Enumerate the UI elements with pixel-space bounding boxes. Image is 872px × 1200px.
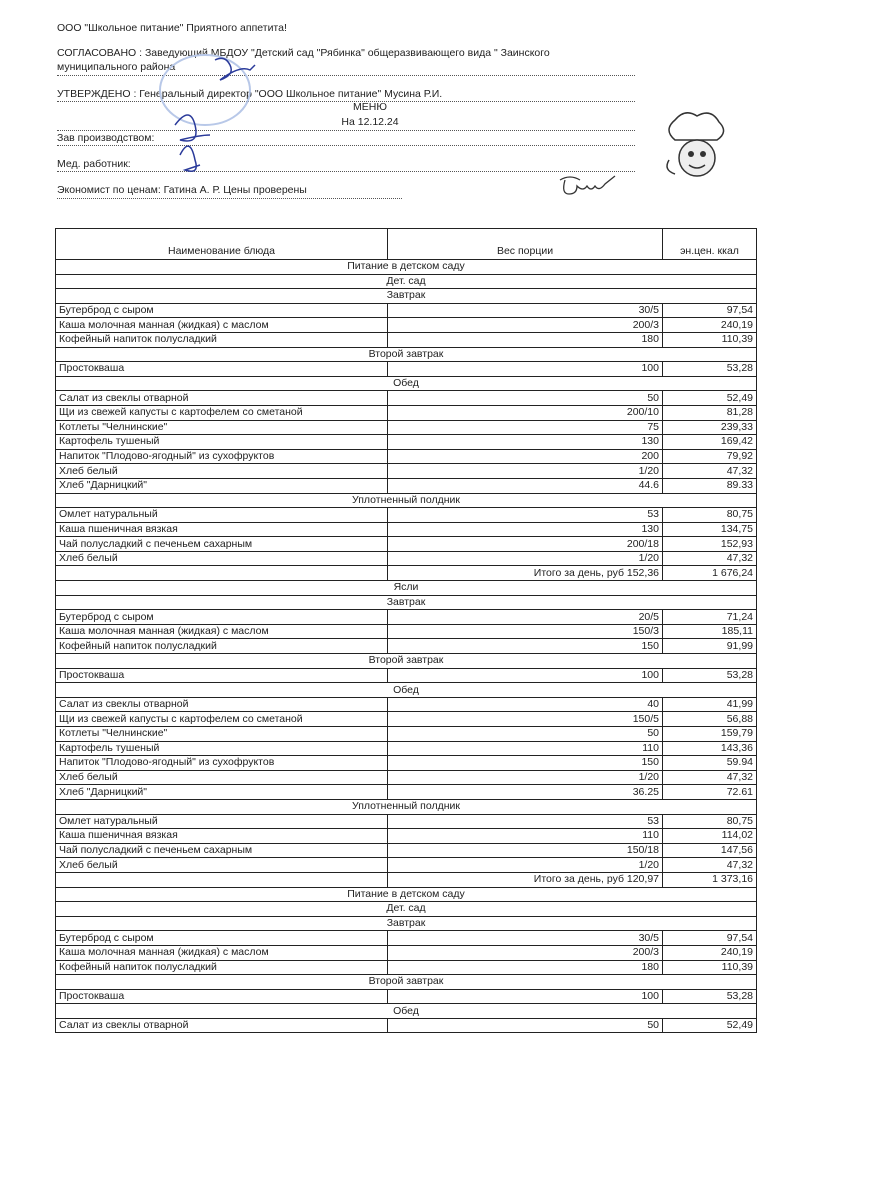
column-header-dish: Наименование блюда <box>56 229 388 260</box>
column-header-weight: Вес порции <box>388 229 663 260</box>
agreed-line-2: муниципального района <box>57 61 176 73</box>
section-row <box>56 581 757 596</box>
energy-kcal: 80,75 <box>663 814 757 829</box>
portion-weight: 150 <box>388 639 663 654</box>
section-row <box>56 376 757 391</box>
dish-name: Хлеб "Дарницкий" <box>56 785 388 800</box>
portion-weight: 150 <box>388 756 663 771</box>
table-row <box>56 727 757 742</box>
energy-kcal: 110,39 <box>663 332 757 347</box>
section-row <box>56 683 757 698</box>
table-row <box>56 931 757 946</box>
section-label: Завтрак <box>56 916 757 931</box>
energy-kcal: 89.33 <box>663 478 757 493</box>
portion-weight: 50 <box>388 1018 663 1033</box>
energy-kcal: 81,28 <box>663 405 757 420</box>
dish-name: Напиток "Плодово-ягодный" из сухофруктов <box>56 756 388 771</box>
portion-weight: 200/3 <box>388 945 663 960</box>
portion-weight: 180 <box>388 960 663 975</box>
energy-kcal: 169,42 <box>663 435 757 450</box>
table-row <box>56 960 757 975</box>
divider <box>57 171 635 172</box>
section-row <box>56 975 757 990</box>
portion-weight: 180 <box>388 332 663 347</box>
table-row <box>56 624 757 639</box>
table-row <box>56 770 757 785</box>
section-row <box>56 654 757 669</box>
dish-name: Каша пшеничная вязкая <box>56 522 388 537</box>
table-row <box>56 464 757 479</box>
portion-weight: 100 <box>388 362 663 377</box>
table-row <box>56 639 757 654</box>
section-row <box>56 799 757 814</box>
dish-name: Картофель тушеный <box>56 435 388 450</box>
energy-kcal: 79,92 <box>663 449 757 464</box>
table-row <box>56 697 757 712</box>
section-row <box>56 493 757 508</box>
table-row <box>56 537 757 552</box>
energy-kcal: 53,28 <box>663 362 757 377</box>
menu-title: МЕНЮ <box>353 101 387 113</box>
section-label: Дет. сад <box>56 902 757 917</box>
menu-table <box>55 228 757 1033</box>
economist-signature <box>555 172 625 198</box>
total-label: Итого за день, руб 120,97 <box>388 872 663 887</box>
section-row <box>56 902 757 917</box>
portion-weight: 1/20 <box>388 464 663 479</box>
section-label: Питание в детском саду <box>56 260 757 275</box>
portion-weight: 150/18 <box>388 843 663 858</box>
dish-name: Бутерброд с сыром <box>56 931 388 946</box>
table-row <box>56 478 757 493</box>
energy-kcal: 52,49 <box>663 1018 757 1033</box>
energy-kcal: 110,39 <box>663 960 757 975</box>
table-row <box>56 508 757 523</box>
dish-name: Хлеб "Дарницкий" <box>56 478 388 493</box>
company-line: ООО "Школьное питание" Приятного аппетита! <box>57 22 287 34</box>
section-label: Обед <box>56 683 757 698</box>
table-row <box>56 843 757 858</box>
dish-name: Щи из свежей капусты с картофелем со сметаной <box>56 712 388 727</box>
section-row <box>56 916 757 931</box>
total-empty-cell <box>56 872 388 887</box>
energy-kcal: 47,32 <box>663 858 757 873</box>
medic-line: Мед. работник: <box>57 158 131 170</box>
dish-name: Напиток "Плодово-ягодный" из сухофруктов <box>56 449 388 464</box>
section-label: Обед <box>56 376 757 391</box>
table-row <box>56 668 757 683</box>
energy-kcal: 47,32 <box>663 551 757 566</box>
energy-kcal: 159,79 <box>663 727 757 742</box>
section-label: Уплотненный полдник <box>56 493 757 508</box>
energy-kcal: 53,28 <box>663 668 757 683</box>
portion-weight: 20/5 <box>388 610 663 625</box>
section-row <box>56 347 757 362</box>
energy-kcal: 47,32 <box>663 770 757 785</box>
total-row <box>56 566 757 581</box>
section-row <box>56 274 757 289</box>
table-row <box>56 362 757 377</box>
section-label: Обед <box>56 1004 757 1019</box>
dish-name: Простокваша <box>56 668 388 683</box>
section-label: Завтрак <box>56 289 757 304</box>
portion-weight: 30/5 <box>388 931 663 946</box>
portion-weight: 200/3 <box>388 318 663 333</box>
energy-kcal: 53,28 <box>663 989 757 1004</box>
energy-kcal: 239,33 <box>663 420 757 435</box>
energy-kcal: 240,19 <box>663 318 757 333</box>
dish-name: Омлет натуральный <box>56 508 388 523</box>
table-row <box>56 814 757 829</box>
section-row <box>56 595 757 610</box>
energy-kcal: 71,24 <box>663 610 757 625</box>
section-row <box>56 1004 757 1019</box>
energy-kcal: 47,32 <box>663 464 757 479</box>
dish-name: Котлеты "Челнинские" <box>56 420 388 435</box>
energy-kcal: 143,36 <box>663 741 757 756</box>
portion-weight: 200 <box>388 449 663 464</box>
energy-kcal: 97,54 <box>663 303 757 318</box>
menu-date: На 12.12.24 <box>341 116 399 128</box>
table-row <box>56 945 757 960</box>
portion-weight: 30/5 <box>388 303 663 318</box>
section-label: Дет. сад <box>56 274 757 289</box>
section-label: Уплотненный полдник <box>56 799 757 814</box>
energy-kcal: 152,93 <box>663 537 757 552</box>
divider <box>57 130 635 131</box>
portion-weight: 53 <box>388 508 663 523</box>
portion-weight: 200/10 <box>388 405 663 420</box>
total-row <box>56 872 757 887</box>
table-row <box>56 449 757 464</box>
table-row <box>56 858 757 873</box>
table-row <box>56 303 757 318</box>
dish-name: Каша молочная манная (жидкая) с маслом <box>56 624 388 639</box>
portion-weight: 150/5 <box>388 712 663 727</box>
portion-weight: 100 <box>388 989 663 1004</box>
table-row <box>56 829 757 844</box>
portion-weight: 1/20 <box>388 551 663 566</box>
energy-kcal: 56,88 <box>663 712 757 727</box>
divider <box>57 75 635 76</box>
portion-weight: 110 <box>388 741 663 756</box>
table-row <box>56 405 757 420</box>
section-row <box>56 289 757 304</box>
dish-name: Хлеб белый <box>56 770 388 785</box>
dish-name: Каша молочная манная (жидкая) с маслом <box>56 945 388 960</box>
dish-name: Кофейный напиток полусладкий <box>56 960 388 975</box>
section-label: Второй завтрак <box>56 975 757 990</box>
dish-name: Каша пшеничная вязкая <box>56 829 388 844</box>
energy-kcal: 147,56 <box>663 843 757 858</box>
table-row <box>56 712 757 727</box>
divider <box>57 145 635 146</box>
total-label: Итого за день, руб 152,36 <box>388 566 663 581</box>
portion-weight: 50 <box>388 727 663 742</box>
table-row <box>56 435 757 450</box>
dish-name: Салат из свеклы отварной <box>56 1018 388 1033</box>
total-kcal: 1 676,24 <box>663 566 757 581</box>
section-label: Питание в детском саду <box>56 887 757 902</box>
production-head-line: Зав производством: <box>57 132 155 144</box>
table-row <box>56 1018 757 1033</box>
energy-kcal: 52,49 <box>663 391 757 406</box>
dish-name: Простокваша <box>56 989 388 1004</box>
table-row <box>56 756 757 771</box>
total-kcal: 1 373,16 <box>663 872 757 887</box>
energy-kcal: 91,99 <box>663 639 757 654</box>
column-header-kcal: эн.цен. ккал <box>663 229 757 260</box>
portion-weight: 75 <box>388 420 663 435</box>
energy-kcal: 41,99 <box>663 697 757 712</box>
portion-weight: 200/18 <box>388 537 663 552</box>
energy-kcal: 59.94 <box>663 756 757 771</box>
dish-name: Омлет натуральный <box>56 814 388 829</box>
portion-weight: 40 <box>388 697 663 712</box>
energy-kcal: 97,54 <box>663 931 757 946</box>
portion-weight: 1/20 <box>388 858 663 873</box>
dish-name: Салат из свеклы отварной <box>56 391 388 406</box>
energy-kcal: 134,75 <box>663 522 757 537</box>
portion-weight: 53 <box>388 814 663 829</box>
dish-name: Щи из свежей капусты с картофелем со сметаной <box>56 405 388 420</box>
table-row <box>56 785 757 800</box>
dish-name: Чай полусладкий с печеньем сахарным <box>56 537 388 552</box>
section-label: Ясли <box>56 581 757 596</box>
dish-name: Хлеб белый <box>56 551 388 566</box>
table-row <box>56 989 757 1004</box>
portion-weight: 1/20 <box>388 770 663 785</box>
portion-weight: 100 <box>388 668 663 683</box>
portion-weight: 130 <box>388 435 663 450</box>
portion-weight: 110 <box>388 829 663 844</box>
dish-name: Хлеб белый <box>56 858 388 873</box>
dish-name: Котлеты "Челнинские" <box>56 727 388 742</box>
dish-name: Бутерброд с сыром <box>56 610 388 625</box>
table-row <box>56 551 757 566</box>
dish-name: Кофейный напиток полусладкий <box>56 332 388 347</box>
divider <box>57 198 402 199</box>
economist-line: Экономист по ценам: Гатина А. Р. Цены проверены <box>57 184 307 196</box>
table-row <box>56 332 757 347</box>
total-empty-cell <box>56 566 388 581</box>
table-row <box>56 391 757 406</box>
approved-line: УТВЕРЖДЕНО : Генеральный директор "ООО Школьное питание" Мусина Р.И. <box>57 88 443 100</box>
portion-weight: 130 <box>388 522 663 537</box>
portion-weight: 36.25 <box>388 785 663 800</box>
section-label: Второй завтрак <box>56 347 757 362</box>
portion-weight: 50 <box>388 391 663 406</box>
dish-name: Каша молочная манная (жидкая) с маслом <box>56 318 388 333</box>
dish-name: Картофель тушеный <box>56 741 388 756</box>
energy-kcal: 114,02 <box>663 829 757 844</box>
dish-name: Бутерброд с сыром <box>56 303 388 318</box>
dish-name: Простокваша <box>56 362 388 377</box>
agreed-line: СОГЛАСОВАНО : Заведующий МБДОУ "Детский сад "Рябинка" общеразвивающего вида " Заинского <box>57 47 550 59</box>
energy-kcal: 72.61 <box>663 785 757 800</box>
table-row <box>56 610 757 625</box>
table-header-row <box>56 229 757 260</box>
section-label: Завтрак <box>56 595 757 610</box>
dish-name: Салат из свеклы отварной <box>56 697 388 712</box>
dish-name: Кофейный напиток полусладкий <box>56 639 388 654</box>
section-row <box>56 260 757 275</box>
energy-kcal: 80,75 <box>663 508 757 523</box>
energy-kcal: 240,19 <box>663 945 757 960</box>
section-label: Второй завтрак <box>56 654 757 669</box>
table-row <box>56 522 757 537</box>
table-row <box>56 741 757 756</box>
dish-name: Хлеб белый <box>56 464 388 479</box>
dish-name: Чай полусладкий с печеньем сахарным <box>56 843 388 858</box>
portion-weight: 150/3 <box>388 624 663 639</box>
energy-kcal: 185,11 <box>663 624 757 639</box>
portion-weight: 44.6 <box>388 478 663 493</box>
table-row <box>56 420 757 435</box>
section-row <box>56 887 757 902</box>
chef-logo-icon <box>655 110 735 190</box>
table-row <box>56 318 757 333</box>
